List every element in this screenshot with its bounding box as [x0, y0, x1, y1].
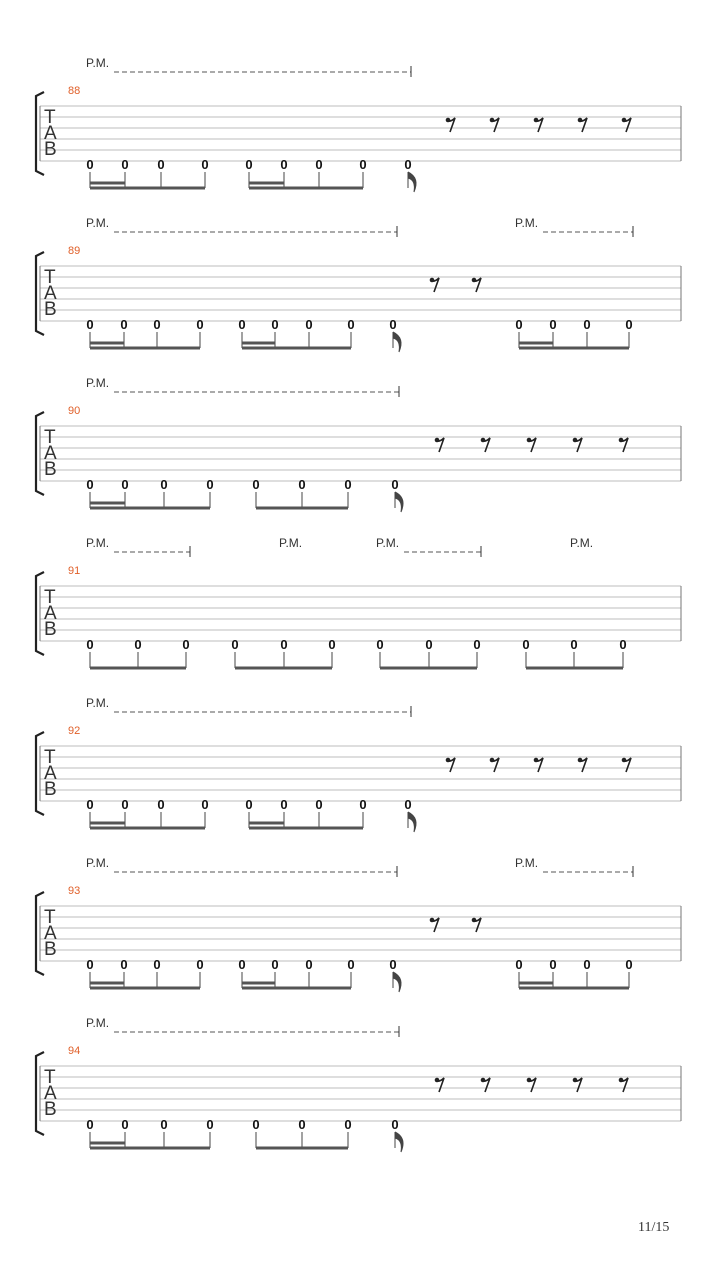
eighth-rest	[527, 438, 536, 452]
fret-number: 0	[121, 477, 129, 492]
eighth-rest	[534, 118, 543, 132]
fret-number: 0	[86, 477, 94, 492]
tab-clef-letter: T	[44, 747, 56, 768]
fret-number: 0	[86, 1117, 94, 1132]
fret-number: 0	[134, 637, 142, 652]
fret-number: 0	[153, 317, 161, 332]
palm-mute-label: P.M.	[86, 376, 110, 390]
fret-number: 0	[121, 797, 129, 812]
fret-number: 0	[515, 317, 523, 332]
tab-clef-letter: T	[44, 267, 56, 288]
tab-clef-letter: B	[44, 459, 57, 480]
fret-number: 0	[120, 317, 128, 332]
eighth-flag	[408, 172, 416, 192]
measure-number: 93	[68, 885, 81, 897]
measure-number: 91	[68, 565, 81, 577]
fret-number: 0	[153, 957, 161, 972]
fret-number: 0	[359, 797, 367, 812]
fret-number: 0	[160, 477, 168, 492]
fret-number: 0	[344, 477, 352, 492]
fret-number: 0	[252, 1117, 260, 1132]
tab-clef-letter: A	[44, 283, 57, 304]
palm-mute-label: P.M.	[86, 56, 110, 70]
fret-number: 0	[389, 957, 397, 972]
eighth-rest	[430, 918, 439, 932]
fret-number: 0	[280, 157, 288, 172]
eighth-rest	[578, 758, 587, 772]
fret-number: 0	[583, 957, 591, 972]
fret-number: 0	[522, 637, 530, 652]
fret-number: 0	[425, 637, 433, 652]
tab-system-92	[36, 696, 681, 832]
fret-number: 0	[404, 797, 412, 812]
fret-number: 0	[201, 797, 209, 812]
tab-clef-letter: A	[44, 603, 57, 624]
palm-mute-label: P.M.	[376, 536, 400, 550]
fret-number: 0	[245, 157, 253, 172]
eighth-rest	[481, 1078, 490, 1092]
fret-number: 0	[121, 1117, 129, 1132]
tab-system-93	[36, 856, 681, 992]
fret-number: 0	[619, 637, 627, 652]
fret-number: 0	[549, 957, 557, 972]
fret-number: 0	[201, 157, 209, 172]
tab-clef-letter: B	[44, 139, 57, 160]
measure-number: 88	[68, 85, 81, 97]
fret-number: 0	[206, 477, 214, 492]
palm-mute-label: P.M.	[279, 536, 303, 550]
fret-number: 0	[625, 957, 633, 972]
eighth-rest	[472, 278, 481, 292]
fret-number: 0	[298, 477, 306, 492]
measure-number: 89	[68, 245, 81, 257]
eighth-rest	[481, 438, 490, 452]
fret-number: 0	[271, 317, 279, 332]
fret-number: 0	[549, 317, 557, 332]
fret-number: 0	[238, 317, 246, 332]
tab-system-90	[36, 376, 681, 512]
fret-number: 0	[376, 637, 384, 652]
palm-mute-label: P.M.	[570, 536, 594, 550]
fret-number: 0	[391, 477, 399, 492]
fret-number: 0	[86, 157, 94, 172]
fret-number: 0	[86, 957, 94, 972]
fret-number: 0	[206, 1117, 214, 1132]
tab-clef-letter: B	[44, 299, 57, 320]
tab-clef-letter: A	[44, 443, 57, 464]
eighth-rest	[490, 118, 499, 132]
eighth-rest	[446, 118, 455, 132]
fret-number: 0	[86, 317, 94, 332]
tab-system-94	[36, 1016, 681, 1152]
tab-clef-letter: B	[44, 939, 57, 960]
tab-clef-letter: A	[44, 1083, 57, 1104]
fret-number: 0	[280, 637, 288, 652]
tab-system-89	[36, 216, 681, 352]
fret-number: 0	[315, 157, 323, 172]
fret-number: 0	[404, 157, 412, 172]
fret-number: 0	[252, 477, 260, 492]
fret-number: 0	[344, 1117, 352, 1132]
fret-number: 0	[86, 637, 94, 652]
fret-number: 0	[120, 957, 128, 972]
fret-number: 0	[347, 957, 355, 972]
fret-number: 0	[583, 317, 591, 332]
tab-clef-letter: T	[44, 907, 56, 928]
page-number: 11/15	[638, 1220, 670, 1235]
eighth-flag	[393, 972, 401, 992]
eighth-rest	[573, 438, 582, 452]
fret-number: 0	[231, 637, 239, 652]
eighth-rest	[446, 758, 455, 772]
fret-number: 0	[305, 317, 313, 332]
fret-number: 0	[315, 797, 323, 812]
fret-number: 0	[298, 1117, 306, 1132]
eighth-rest	[534, 758, 543, 772]
fret-number: 0	[625, 317, 633, 332]
tab-clef-letter: B	[44, 619, 57, 640]
eighth-rest	[619, 1078, 628, 1092]
eighth-rest	[622, 118, 631, 132]
fret-number: 0	[86, 797, 94, 812]
eighth-rest	[622, 758, 631, 772]
eighth-rest	[619, 438, 628, 452]
fret-number: 0	[121, 157, 129, 172]
tab-system-88	[36, 56, 681, 192]
eighth-rest	[435, 1078, 444, 1092]
palm-mute-label: P.M.	[515, 216, 539, 230]
eighth-rest	[430, 278, 439, 292]
tab-clef-letter: T	[44, 427, 56, 448]
fret-number: 0	[359, 157, 367, 172]
fret-number: 0	[515, 957, 523, 972]
tab-clef-letter: A	[44, 763, 57, 784]
fret-number: 0	[271, 957, 279, 972]
fret-number: 0	[305, 957, 313, 972]
fret-number: 0	[238, 957, 246, 972]
fret-number: 0	[389, 317, 397, 332]
measure-number: 92	[68, 725, 81, 737]
tab-clef-letter: B	[44, 1099, 57, 1120]
fret-number: 0	[157, 797, 165, 812]
tab-clef-letter: A	[44, 923, 57, 944]
fret-number: 0	[196, 317, 204, 332]
fret-number: 0	[157, 157, 165, 172]
eighth-rest	[435, 438, 444, 452]
eighth-rest	[472, 918, 481, 932]
fret-number: 0	[280, 797, 288, 812]
eighth-rest	[578, 118, 587, 132]
palm-mute-label: P.M.	[86, 856, 110, 870]
tab-clef-letter: B	[44, 779, 57, 800]
measure-number: 90	[68, 405, 81, 417]
eighth-rest	[490, 758, 499, 772]
eighth-rest	[573, 1078, 582, 1092]
tab-clef-letter: T	[44, 587, 56, 608]
fret-number: 0	[245, 797, 253, 812]
palm-mute-label: P.M.	[86, 216, 110, 230]
palm-mute-label: P.M.	[515, 856, 539, 870]
eighth-flag	[395, 1132, 403, 1152]
tab-clef-letter: A	[44, 123, 57, 144]
palm-mute-label: P.M.	[86, 696, 110, 710]
measure-number: 94	[68, 1045, 81, 1057]
fret-number: 0	[570, 637, 578, 652]
eighth-flag	[395, 492, 403, 512]
palm-mute-label: P.M.	[86, 536, 110, 550]
fret-number: 0	[196, 957, 204, 972]
eighth-rest	[527, 1078, 536, 1092]
fret-number: 0	[328, 637, 336, 652]
eighth-flag	[393, 332, 401, 352]
tab-clef-letter: T	[44, 107, 56, 128]
fret-number: 0	[160, 1117, 168, 1132]
fret-number: 0	[182, 637, 190, 652]
tab-clef-letter: T	[44, 1067, 56, 1088]
fret-number: 0	[347, 317, 355, 332]
fret-number: 0	[473, 637, 481, 652]
tab-system-91	[36, 536, 681, 668]
eighth-flag	[408, 812, 416, 832]
palm-mute-label: P.M.	[86, 1016, 110, 1030]
fret-number: 0	[391, 1117, 399, 1132]
